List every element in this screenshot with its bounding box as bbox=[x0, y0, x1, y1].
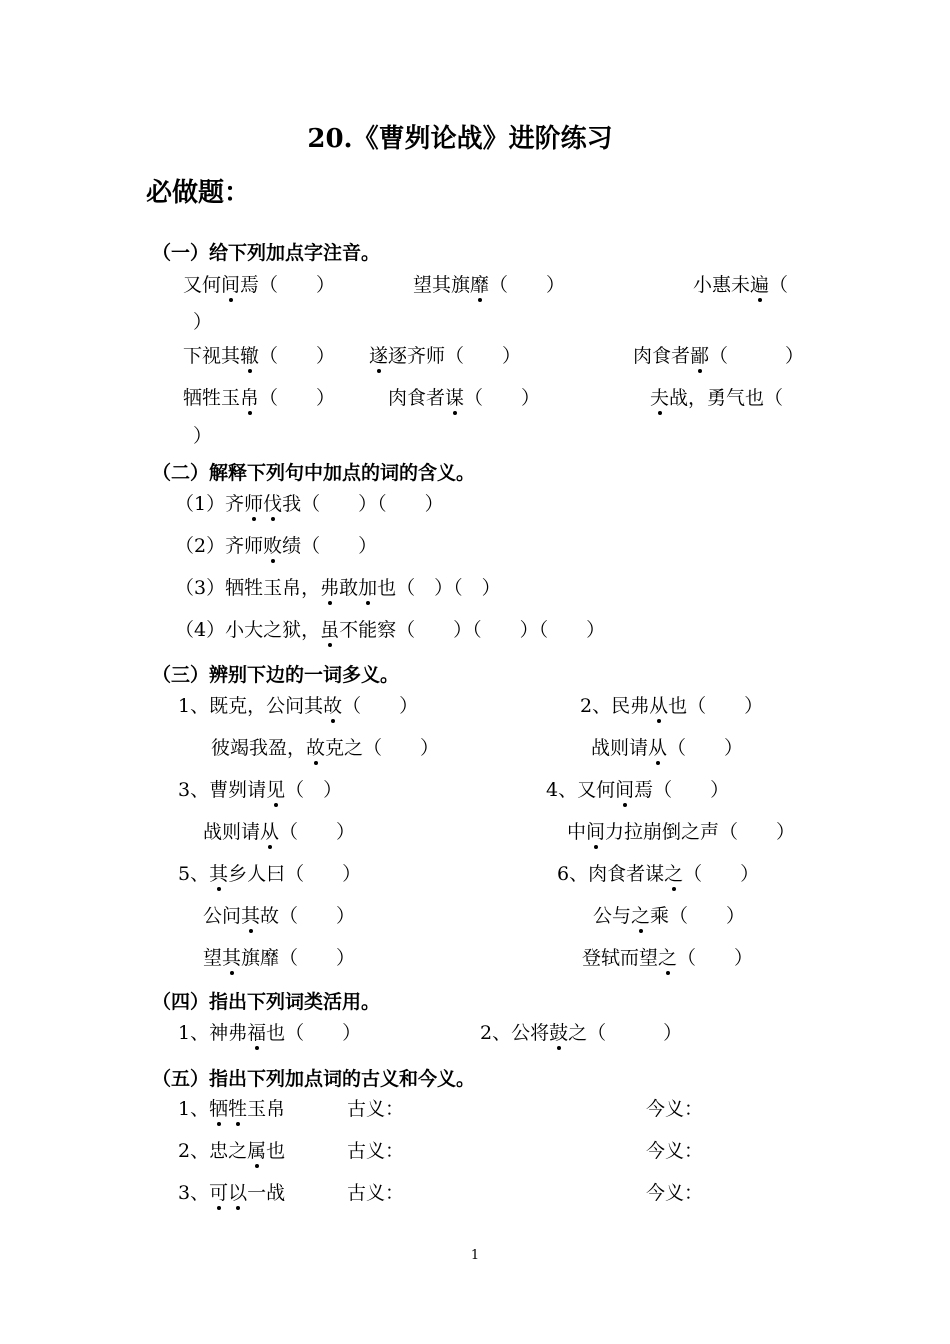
question-item: 战则请从（ ） bbox=[591, 737, 744, 759]
question-item: （2）齐师败绩（ ） bbox=[175, 535, 378, 557]
section-4-heading: （四）指出下列词类活用。 bbox=[152, 991, 381, 1013]
question-item: 遂逐齐师（ ） bbox=[369, 345, 522, 367]
wrap-paren: ） bbox=[193, 311, 213, 333]
question-item: 4、又何间焉（ ） bbox=[546, 779, 730, 801]
must-do-heading: 必做题： bbox=[146, 178, 251, 208]
question-item: 公问其故（ ） bbox=[203, 905, 356, 927]
question-item: 1、牺牲玉帛 bbox=[178, 1098, 286, 1120]
ancient-meaning-label: 古义： bbox=[347, 1140, 405, 1162]
ancient-meaning-label: 古义： bbox=[347, 1098, 405, 1120]
wrap-paren: ） bbox=[193, 425, 213, 447]
question-item: 中间力拉崩倒之声（ ） bbox=[567, 821, 796, 843]
question-item: 望其旗靡（ ） bbox=[203, 947, 356, 969]
question-item: 又何间焉（ ） bbox=[183, 274, 336, 296]
question-item: 2、忠之属也 bbox=[178, 1140, 286, 1162]
question-item: 肉食者谋（ ） bbox=[388, 387, 541, 409]
page-title: 20.《曹刿论战》进阶练习 bbox=[307, 124, 613, 154]
question-item: 牺牲玉帛（ ） bbox=[183, 387, 336, 409]
section-1-heading: （一）给下列加点字注音。 bbox=[152, 242, 381, 264]
modern-meaning-label: 今义： bbox=[646, 1182, 704, 1204]
question-item: 彼竭我盈，故克之（ ） bbox=[211, 737, 440, 759]
question-item: （4）小大之狱，虽不能察（ ）（ ）（ ） bbox=[175, 619, 606, 641]
section-5-heading: （五）指出下列加点词的古义和今义。 bbox=[152, 1068, 476, 1090]
question-item: 小惠未遍（ bbox=[693, 274, 789, 296]
section-2-heading: （二）解释下列句中加点的词的含义。 bbox=[152, 462, 476, 484]
question-item: 6、肉食者谋之（ ） bbox=[557, 863, 760, 885]
question-item: （1）齐师伐我（ ）（ ） bbox=[175, 493, 444, 515]
question-item: 登轼而望之（ ） bbox=[582, 947, 754, 969]
question-item: 下视其辙（ ） bbox=[183, 345, 336, 367]
question-item: 战则请从（ ） bbox=[203, 821, 356, 843]
question-item: 3、曹刿请见（ ） bbox=[178, 779, 343, 801]
question-item: 2、民弗从也（ ） bbox=[580, 695, 764, 717]
question-item: 3、可以一战 bbox=[178, 1182, 286, 1204]
question-item: 公与之乘（ ） bbox=[593, 905, 746, 927]
question-item: 2、公将鼓之（ ） bbox=[480, 1022, 683, 1044]
question-item: 夫战，勇气也（ bbox=[650, 387, 784, 409]
ancient-meaning-label: 古义： bbox=[347, 1182, 405, 1204]
modern-meaning-label: 今义： bbox=[646, 1098, 704, 1120]
section-3-heading: （三）辨别下边的一词多义。 bbox=[152, 664, 400, 686]
question-item: 肉食者鄙（ ） bbox=[633, 345, 805, 367]
modern-meaning-label: 今义： bbox=[646, 1140, 704, 1162]
question-item: 望其旗靡（ ） bbox=[413, 274, 566, 296]
question-item: 5、其乡人曰（ ） bbox=[178, 863, 362, 885]
question-item: （3）牺牲玉帛，弗敢加也（ ）（ ） bbox=[175, 577, 501, 599]
question-item: 1、既克，公问其故（ ） bbox=[178, 695, 419, 717]
question-item: 1、神弗福也（ ） bbox=[178, 1022, 362, 1044]
page-number: 1 bbox=[470, 1248, 480, 1263]
